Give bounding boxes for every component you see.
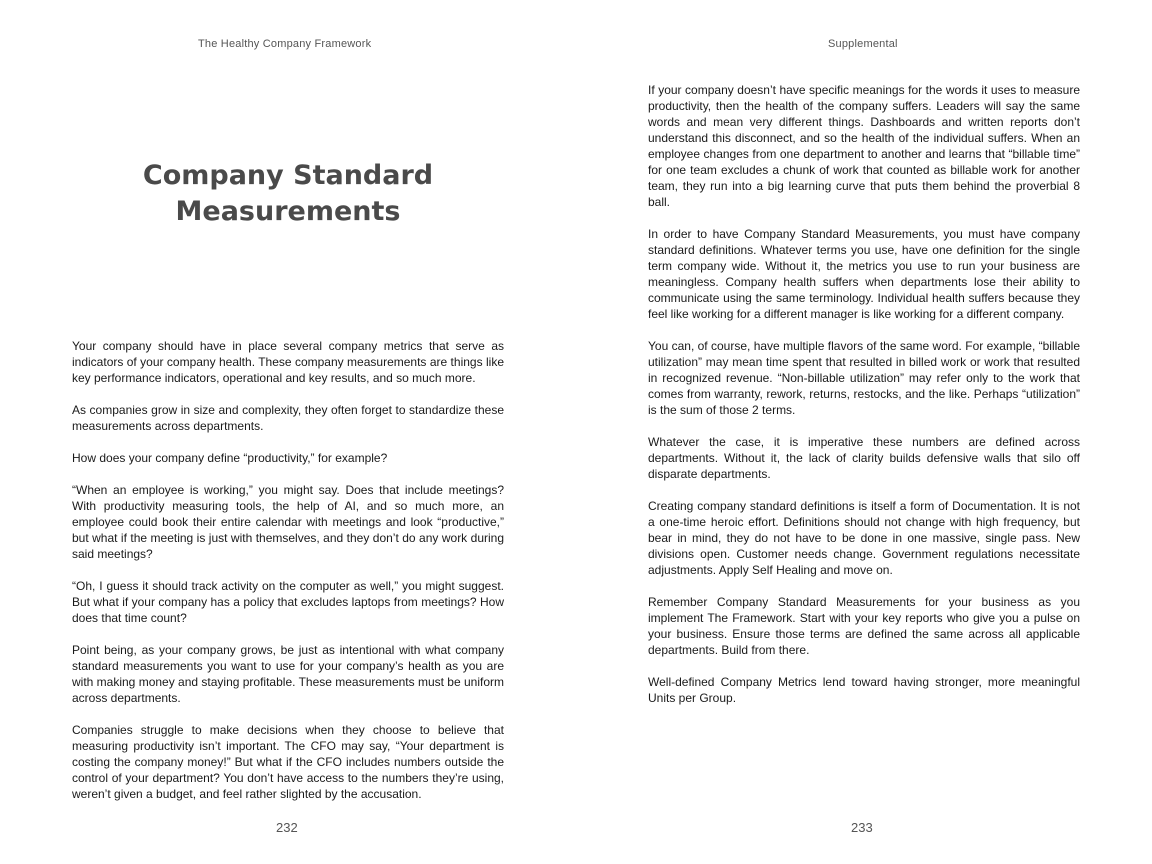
paragraph: As companies grow in size and complexity, they often forget to standardize these measurements across departments. xyxy=(72,403,504,433)
chapter-title xyxy=(72,158,504,230)
paragraph: Well-defined Company Metrics lend toward having stronger, more meaningful Units per Group. xyxy=(648,675,1080,705)
running-head-right: Supplemental xyxy=(828,38,898,50)
paragraph: Companies struggle to make decisions when they choose to believe that measuring productivity isn’t important. The CFO may say, “Your department is costing the company money!” But what if the CFO includes numbers outside the control of your department? You don’t have access to the numbers they’re using, weren’t given a budget, and feel rather slighted by the accusation. xyxy=(72,723,504,801)
paragraph: You can, of course, have multiple flavors of the same word. For example, “billable utilization” may mean time spent that resulted in billed work or work that resulted in recognized revenue. “Non-billable utilization” may refer only to the work that comes from warranty, rework, returns, restocks, and the like. Perhaps “utilization” is the sum of those 2 terms. xyxy=(648,339,1080,417)
left-body-text xyxy=(72,338,504,818)
paragraph: Your company should have in place several company metrics that serve as indicators of your company health. These company measurements are things like key performance indicators, operational and key results, and so much more. xyxy=(72,339,504,385)
paragraph: If your company doesn’t have specific meanings for the words it uses to measure productivity, then the health of the company suffers. Leaders will say the same words and mean very different things. Dashboards and written reports don’t understand this disconnect, and so the health of the individual suffers. When an employee changes from one department to another and learns that “billable time” for one team excludes a chunk of work that counted as billable work for another team, they run into a big learning curve that puts them behind the proverbial 8 ball. xyxy=(648,83,1080,209)
paragraph: Point being, as your company grows, be just as intentional with what company standard measurements you want to use for your company’s health as you are with making money and staying profitable. These measurements must be uniform across departments. xyxy=(72,643,504,705)
paragraph: “When an employee is working,” you might say. Does that include meetings? With productivity measuring tools, the help of AI, and so much more, an employee could book their entire calendar with meetings and look “productive,” but what if the meeting is just with themselves, and they don’t do any work during said meetings? xyxy=(72,483,504,561)
paragraph: How does your company define “productivity,” for example? xyxy=(72,451,388,465)
chapter-title-line-2: Measurements xyxy=(175,196,401,227)
paragraph: Whatever the case, it is imperative these numbers are defined across departments. Without it, the lack of clarity builds defensive walls that silo off disparate departments. xyxy=(648,435,1080,481)
paragraph: Remember Company Standard Measurements for your business as you implement The Framework. Start with your key reports who give you a pulse on your business. Ensure those terms are defined the same across all applicable departments. Build from there. xyxy=(648,595,1080,657)
page-number-right: 233 xyxy=(851,820,873,835)
paragraph: Creating company standard definitions is itself a form of Documentation. It is not a one-time heroic effort. Definitions should not change with high frequency, but bear in mind, they do not have to be done in one massive, single pass. New divisions open. Customer needs change. Government regulations necessitate adjustments. Apply Self Healing and move on. xyxy=(648,499,1080,577)
paragraph: In order to have Company Standard Measurements, you must have company standard definitions. Whatever terms you use, have one definition for the single term company wide. Without it, the metrics you use to run your business are meaningless. Company health suffers when departments lose their ability to communicate using the same terminology. Individual health suffers because they feel like working for a different manager is like working for a different company. xyxy=(648,227,1080,321)
right-body-text xyxy=(648,82,1080,722)
right-page xyxy=(576,0,1152,864)
page-number-left: 232 xyxy=(276,820,298,835)
chapter-title-line-1: Company Standard xyxy=(142,160,434,191)
running-head-left: The Healthy Company Framework xyxy=(198,38,372,50)
paragraph: “Oh, I guess it should track activity on the computer as well,” you might suggest. But what if your company has a policy that excludes laptops from meetings? How does that time count? xyxy=(72,579,504,625)
